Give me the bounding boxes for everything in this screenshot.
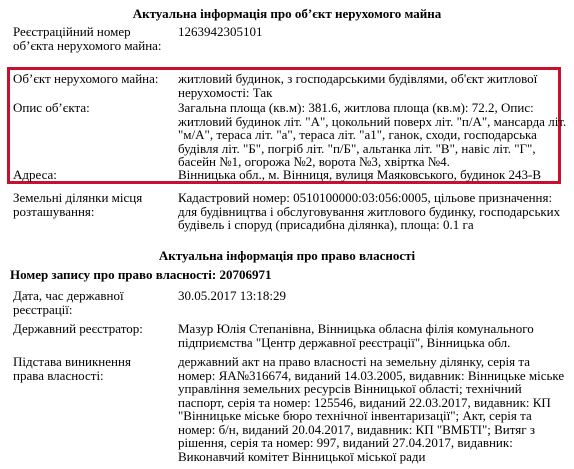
value-property-object: житловий будинок, з господарськими будівлями, об'єкт житлової нерухомості: Так: [178, 71, 538, 100]
label-property-object: Об’єкт нерухомого майна:: [13, 71, 159, 86]
value-ownership-basis: державний акт на право власності на земельну ділянку, серія та номер: ЯА№316674, виданий 14.03.2005, видавник: Вінницьке міське управління земельних ресурсів Вінницької області; технічний паспорт, серія та номер: 125546, виданий 22.03.2017, видавник: КП "Вінницьке міське бюро технічної інвентаризації"; Акт, серія та номер: б/н, виданий 20.04.2017, видавник: КП "ВМБТІ"; Витяг з рішення, серія та номер: 997, виданий 27.04.2017, видавник: Виконавчий комітет Вінницької міської ради: [178, 354, 565, 464]
label-ownership-basis: Підстава виникнення права власності:: [13, 354, 131, 383]
value-land-plots: Кадастровий номер: 0510100000:03:056:0005, цільове призначення: для будівництва і обслуговування житлового будинку, господарських будівель і споруд (присадибна ділянка), площа: 0.1 га: [178, 190, 561, 232]
label-land-plots: Земельні ділянки місця розташування:: [13, 190, 143, 219]
section-title-ownership: Актуальна інформація про право власності: [158, 248, 416, 263]
label-object-description: Опис об’єкта:: [13, 100, 90, 115]
label-address: Адреса:: [13, 167, 57, 182]
ownership-record-number: Номер запису про право власності: 20706971: [10, 267, 272, 282]
value-registration-number: 1263942305101: [178, 24, 263, 39]
value-registration-datetime: 30.05.2017 13:18:29: [178, 288, 286, 303]
value-registrar: Мазур Юлія Степанівна, Вінницька обласна філія комунального підприємства "Центр державної реєстрації", Вінницька обл.: [178, 321, 534, 350]
value-object-description: Загальна площа (кв.м): 381.6, житлова площа (кв.м): 72.2, Опис: житловий будинок літ. "А", цокольний поверх літ. "п/А", мансарда літ. "м/А", тераса літ. "а", тераса літ. "а1", ганок, сходи, господарська будівля літ. "Б", погріб літ. "п/Б", альтанка літ. "В", навіс літ. "Г", басейн №1, огорожа №2, ворота №3, хвіртка №4.: [178, 100, 567, 169]
label-registration-number: Реєстраційний номер об’єкта нерухомого майна:: [13, 24, 162, 53]
label-registrar: Державний реєстратор:: [13, 321, 143, 336]
label-registration-datetime: Дата, час державної реєстрації:: [13, 288, 124, 317]
section-title-property: Актуальна інформація про об’єкт нерухомого майна: [132, 6, 442, 21]
value-address: Вінницька обл., м. Вінниця, вулиця Маяковського, будинок 243-В: [178, 167, 542, 182]
